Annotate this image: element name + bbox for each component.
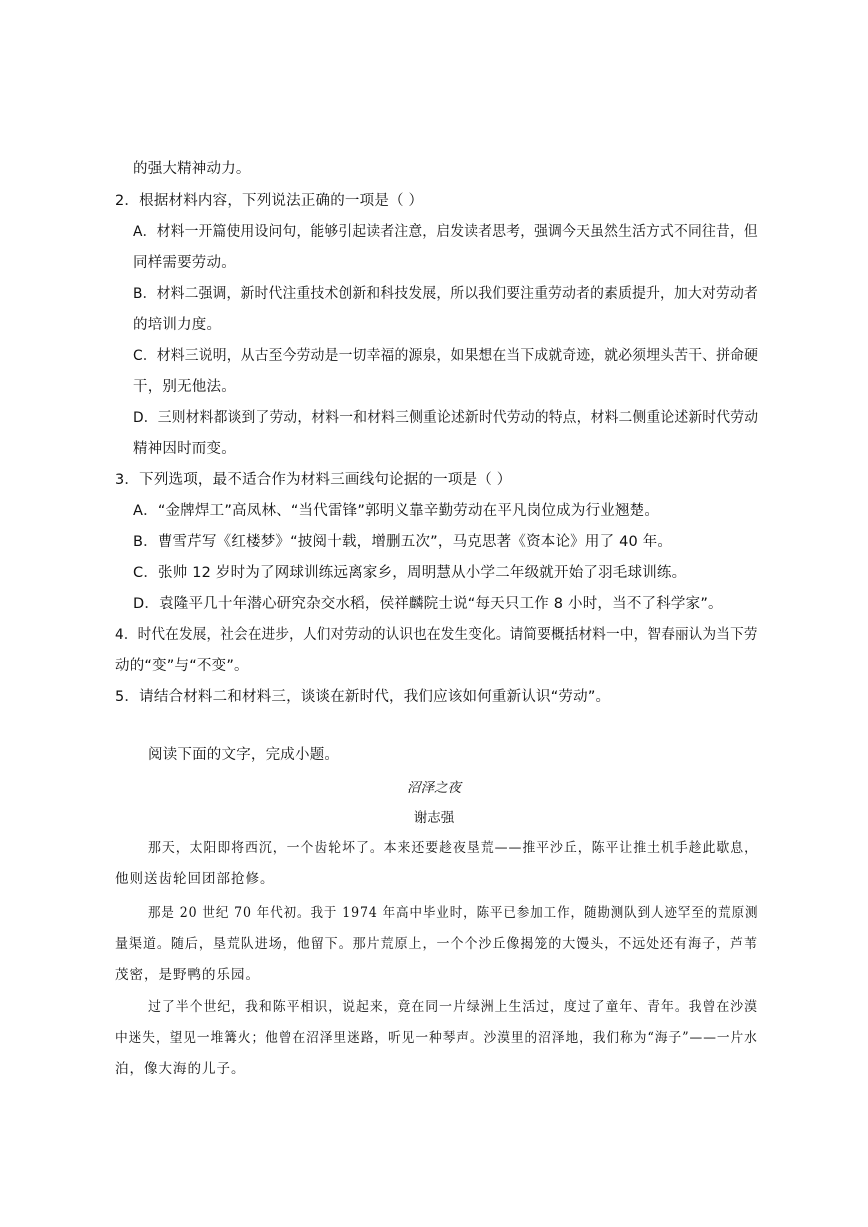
story-paragraph-1: 那天，太阳即将西沉，一个齿轮坏了。本来还要趁夜垦荒——推平沙丘，陈平让推土机手趁此歇息，	[148, 840, 758, 856]
question-3-option-a: A．“金牌焊工”高凤林、“当代雷锋”郭明义靠辛勤劳动在平凡岗位成为行业翘楚。	[133, 503, 660, 519]
reading-intro: 阅读下面的文字，完成小题。	[148, 747, 340, 763]
question-4: 4．时代在发展，社会在进步，人们对劳动的认识也在发生变化。请简要概括材料一中，智春丽认为当下劳	[115, 627, 758, 643]
story-paragraph-2-cont-2: 茂密，是野鸭的乐园。	[115, 967, 260, 983]
question-3-option-d: D．袁隆平几十年潜心研究杂交水稻，侯祥麟院士说“每天只工作 8 小时，当不了科学家”。	[133, 596, 723, 612]
question-3-option-c: C．张帅 12 岁时为了网球训练远离家乡，周明慧从小学二年级就开始了羽毛球训练。	[133, 565, 687, 581]
story-paragraph-3-cont-2: 泊，像大海的儿子。	[115, 1061, 246, 1077]
question-3-stem: 3．下列选项，最不适合作为材料三画线句论据的一项是（ ）	[115, 472, 512, 488]
story-author: 谢志强	[413, 810, 455, 826]
story-paragraph-3-cont-1: 中迷失，望见一堆篝火；他曾在沼泽里迷路，听见一种琴声。沙漠里的沼泽地，我们称为“海子”——一片水	[115, 1030, 758, 1046]
story-paragraph-3: 过了半个世纪，我和陈平相识，说起来，竟在同一片绿洲上生活过，度过了童年、青年。我曾在沙漠	[148, 999, 758, 1015]
story-paragraph-2: 那是 20 世纪 70 年代初。我于 1974 年高中毕业时，陈平已参加工作，随勘测队到人迹罕至的荒原测	[148, 905, 759, 921]
question-2-option-b: B．材料二强调，新时代注重技术创新和科技发展，所以我们要注重劳动者的素质提升，加大对劳动者	[133, 286, 758, 302]
question-4-cont: 动的“变”与“不变”。	[115, 658, 249, 674]
question-2-option-c: C．材料三说明，从古至今劳动是一切幸福的源泉，如果想在当下成就奇迹，就必须埋头苦干、拼命硬	[133, 348, 759, 364]
story-paragraph-1-cont: 他则送齿轮回团部抢修。	[115, 871, 275, 887]
question-5: 5．请结合材料二和材料三，谈谈在新时代，我们应该如何重新认识“劳动”。	[115, 689, 611, 705]
question-2-option-d-cont: 精神因时而变。	[133, 441, 236, 457]
question-2-stem: 2．根据材料内容，下列说法正确的一项是（ ）	[115, 193, 424, 209]
question-2-option-b-cont: 的培训力度。	[133, 317, 222, 333]
question-2-option-a: A．材料一开篇使用设问句，能够引起读者注意，启发读者思考，强调今天虽然生活方式不同往昔，但	[133, 224, 758, 240]
paragraph-continuation: 的强大精神动力。	[133, 161, 251, 177]
story-paragraph-2-cont-1: 量渠道。随后，垦荒队进场，他留下。那片荒原上，一个个沙丘像揭笼的大馒头，不远处还有海子，芦苇	[115, 936, 758, 952]
story-title: 沼泽之夜	[407, 780, 461, 796]
question-2-option-d: D．三则材料都谈到了劳动，材料一和材料三侧重论述新时代劳动的特点，材料二侧重论述新时代劳动	[133, 410, 759, 426]
question-2-option-a-cont: 同样需要劳动。	[133, 255, 236, 271]
question-2-option-c-cont: 干，别无他法。	[133, 379, 236, 395]
question-3-option-b: B．曹雪芹写《红楼梦》“披阅十载，增删五次”，马克思著《资本论》用了 40 年。	[133, 534, 673, 550]
